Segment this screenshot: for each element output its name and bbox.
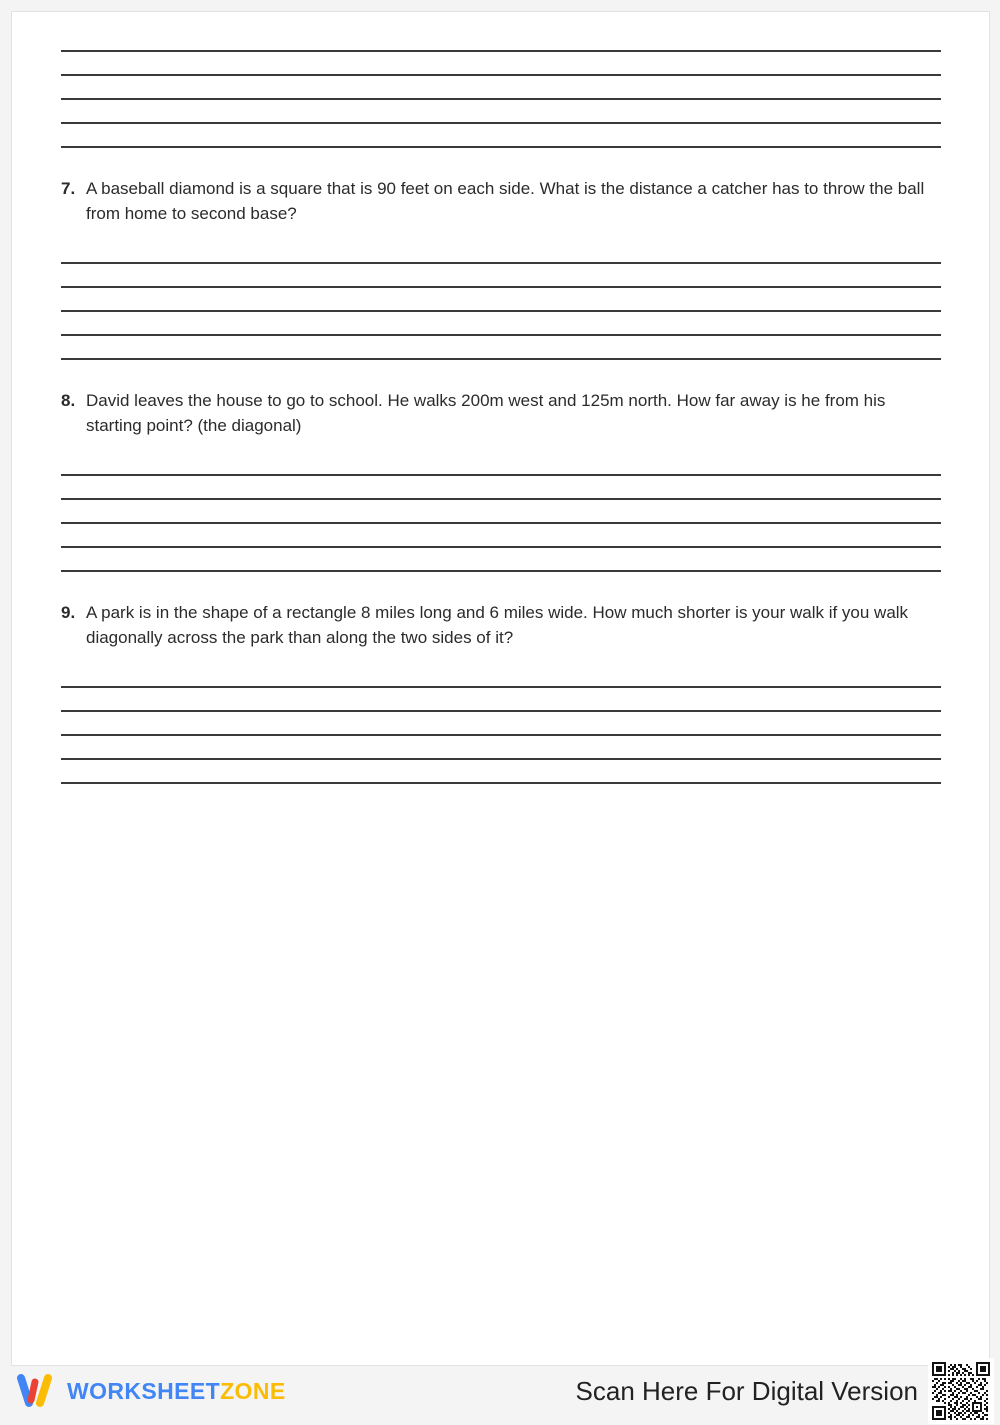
top-spacer — [61, 12, 941, 50]
worksheet-page — [11, 11, 990, 1366]
line-gap — [61, 76, 941, 98]
question-item-8 — [61, 388, 941, 438]
block-spacer — [61, 572, 941, 600]
question-item-7 — [61, 176, 941, 226]
question-item-9 — [61, 600, 941, 650]
worksheet-zone-logo[interactable] — [14, 1374, 286, 1408]
line-gap — [61, 264, 941, 286]
line-gap — [61, 524, 941, 546]
question-text: A park is in the shape of a rectangle 8 miles long and 6 miles wide. How much shorter is your walk if you walk diagonally across the park than along the two sides of it? — [86, 603, 909, 647]
line-gap — [61, 500, 941, 522]
question-text: David leaves the house to go to school. He walks 200m west and 125m north. How far away is he from his starting point? (the diagonal) — [86, 391, 886, 435]
question-number: 7. — [61, 179, 76, 198]
line-gap — [61, 124, 941, 146]
brand-word-zone: ZONE — [220, 1377, 286, 1404]
line-gap — [61, 100, 941, 122]
worksheet-content — [61, 12, 941, 784]
question-text: A baseball diamond is a square that is 90 feet on each side. What is the distance a catcher has to throw the ball from home to second base? — [86, 179, 925, 223]
answer-lines-9 — [61, 686, 941, 784]
question-number: 9. — [61, 603, 76, 622]
line-gap — [61, 336, 941, 358]
answer-lines-continued — [61, 50, 941, 148]
line-gap — [61, 52, 941, 74]
question-lines-spacer — [61, 226, 941, 262]
worksheet-zone-wordmark — [67, 1378, 286, 1405]
line-gap — [61, 312, 941, 334]
answer-lines-8 — [61, 474, 941, 572]
question-lines-spacer — [61, 650, 941, 686]
block-spacer — [61, 148, 941, 176]
answer-line[interactable] — [61, 782, 941, 784]
line-gap — [61, 712, 941, 734]
question-number: 8. — [61, 391, 76, 410]
line-gap — [61, 288, 941, 310]
worksheet-zone-mark-icon — [14, 1374, 58, 1408]
block-spacer — [61, 360, 941, 388]
line-gap — [61, 688, 941, 710]
line-gap — [61, 476, 941, 498]
scan-digital-version[interactable] — [576, 1358, 1000, 1424]
page-footer — [0, 1368, 1000, 1414]
scan-label: Scan Here For Digital Version — [575, 1375, 918, 1406]
question-lines-spacer — [61, 438, 941, 474]
line-gap — [61, 548, 941, 570]
line-gap — [61, 760, 941, 782]
line-gap — [61, 736, 941, 758]
brand-word-worksheet: WORKSHEET — [67, 1377, 221, 1404]
answer-lines-7 — [61, 262, 941, 360]
qr-code-icon[interactable] — [928, 1358, 994, 1424]
